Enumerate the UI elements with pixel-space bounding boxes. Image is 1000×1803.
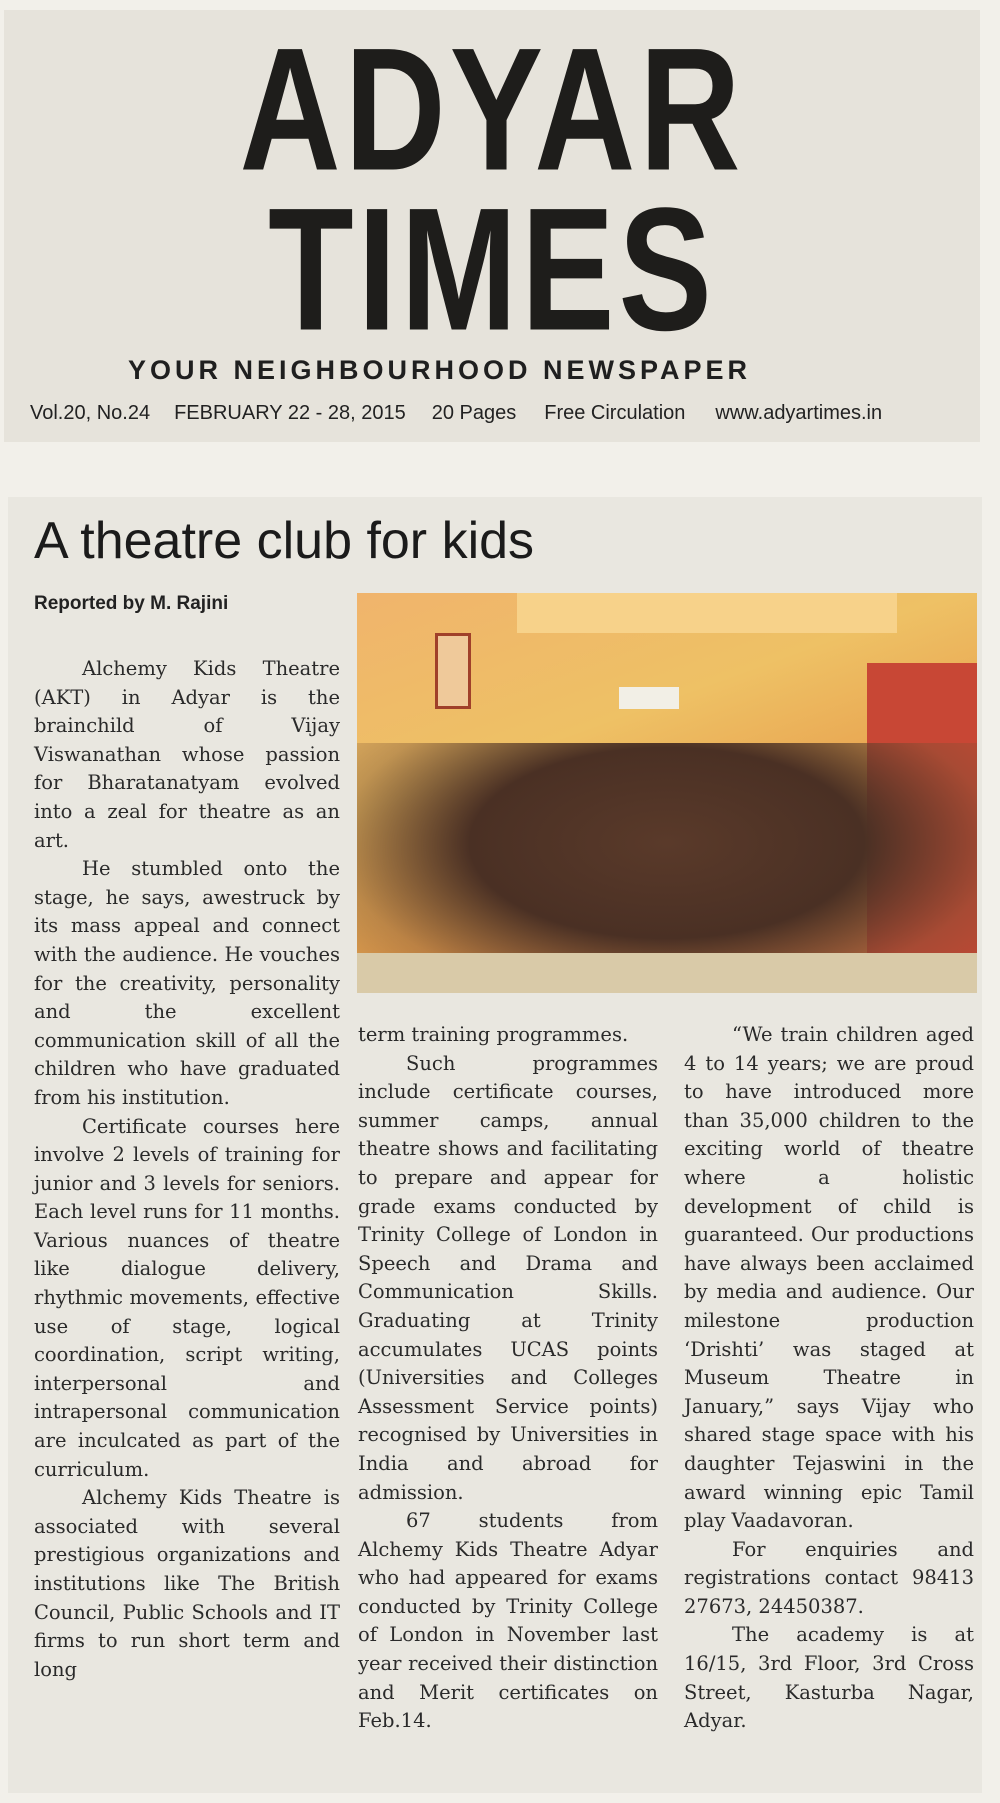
masthead-title-line1: ADYAR: [239, 10, 745, 207]
photo-floor: [357, 953, 977, 993]
col3-paragraph: For enquiries and registrations contact 98413 27673, 24450387.: [684, 1537, 974, 1618]
masthead-info-bar: [30, 402, 970, 425]
col1-paragraph: He stumbled onto the stage, he says, awestruck by its mass appeal and connect with the audience. He vouches for the creativity, personality and the excellent communication skill of all the children who have graduated from his institution.: [34, 857, 340, 1109]
website-link[interactable]: www.adyartimes.in: [715, 402, 883, 424]
photo-air-conditioner: [619, 687, 679, 709]
masthead: [4, 10, 980, 442]
col3-paragraph: The academy is at 16/15, 3rd Floor, 3rd Cross Street, Kasturba Nagar, Adyar.: [684, 1623, 974, 1733]
col2-paragraph: Such programmes include certificate courses, summer camps, annual theatre shows and facilitating to prepare and appear for grade exams conducted by Trinity College of London in Speech and Drama and Communication Skills. Graduating at Trinity accumulates UCAS points (Universities and Colleges Assessment Service points) recognised by Universities in India and abroad for admission.: [358, 1051, 658, 1504]
col1-paragraph: Alchemy Kids Theatre is associated with several prestigious organizations and institutions like The British Council, Public Schools and IT firms to run short term and long: [34, 1486, 340, 1681]
article: [8, 497, 982, 1793]
col3-paragraph: “We train children aged 4 to 14 years; we are proud to have introduced more than 35,000 children to the exciting world of theatre where a holistic development of child is guaranteed. Our productions have always been acclaimed by media and audience. Our milestone production ‘Drishti’ was staged at Museum Theatre in January,” says Vijay who shared stage space with his daughter Tejaswini in the award winning epic Tamil play Vaadavoran.: [684, 1023, 974, 1533]
group-photo: [357, 593, 977, 993]
photo-wall-frame: [435, 633, 471, 709]
article-headline: A theatre club for kids: [34, 512, 535, 570]
masthead-tagline: YOUR NEIGHBOURHOOD NEWSPAPER: [128, 355, 752, 385]
col2-paragraph: term training programmes.: [358, 1023, 629, 1046]
article-byline: Reported by M. Rajini: [34, 593, 229, 614]
volume-label: Vol.20, No.24: [30, 402, 151, 424]
photo-ceiling: [517, 593, 897, 633]
col2-paragraph: 67 students from Alchemy Kids Theatre Adyar who had appeared for exams conducted by Trinity College of London in November last year received their distinction and Merit certificates on Feb.14.: [358, 1509, 658, 1733]
col1-paragraph: Certificate courses here involve 2 levels of training for junior and 3 levels for seniors. Each level runs for 11 months. Various nuances of theatre like dialogue delivery, rhythmic movements, effective use of stage, logical coordination, script writing, interpersonal and intrapersonal communication are inculcated as part of the curriculum.: [34, 1114, 340, 1481]
masthead-title-line2: TIMES: [268, 170, 716, 367]
page-count: 20 Pages: [431, 402, 517, 424]
column-3: [684, 1021, 974, 1736]
column-1: [34, 655, 340, 1684]
circulation-label: Free Circulation: [544, 402, 686, 424]
column-2: [358, 1021, 658, 1736]
issue-date: FEBRUARY 22 - 28, 2015: [174, 402, 406, 424]
col1-paragraph: Alchemy Kids Theatre (AKT) in Adyar is the brainchild of Vijay Viswanathan whose passion for Bharatanatyam evolved into a zeal for theatre as an art.: [34, 657, 340, 852]
